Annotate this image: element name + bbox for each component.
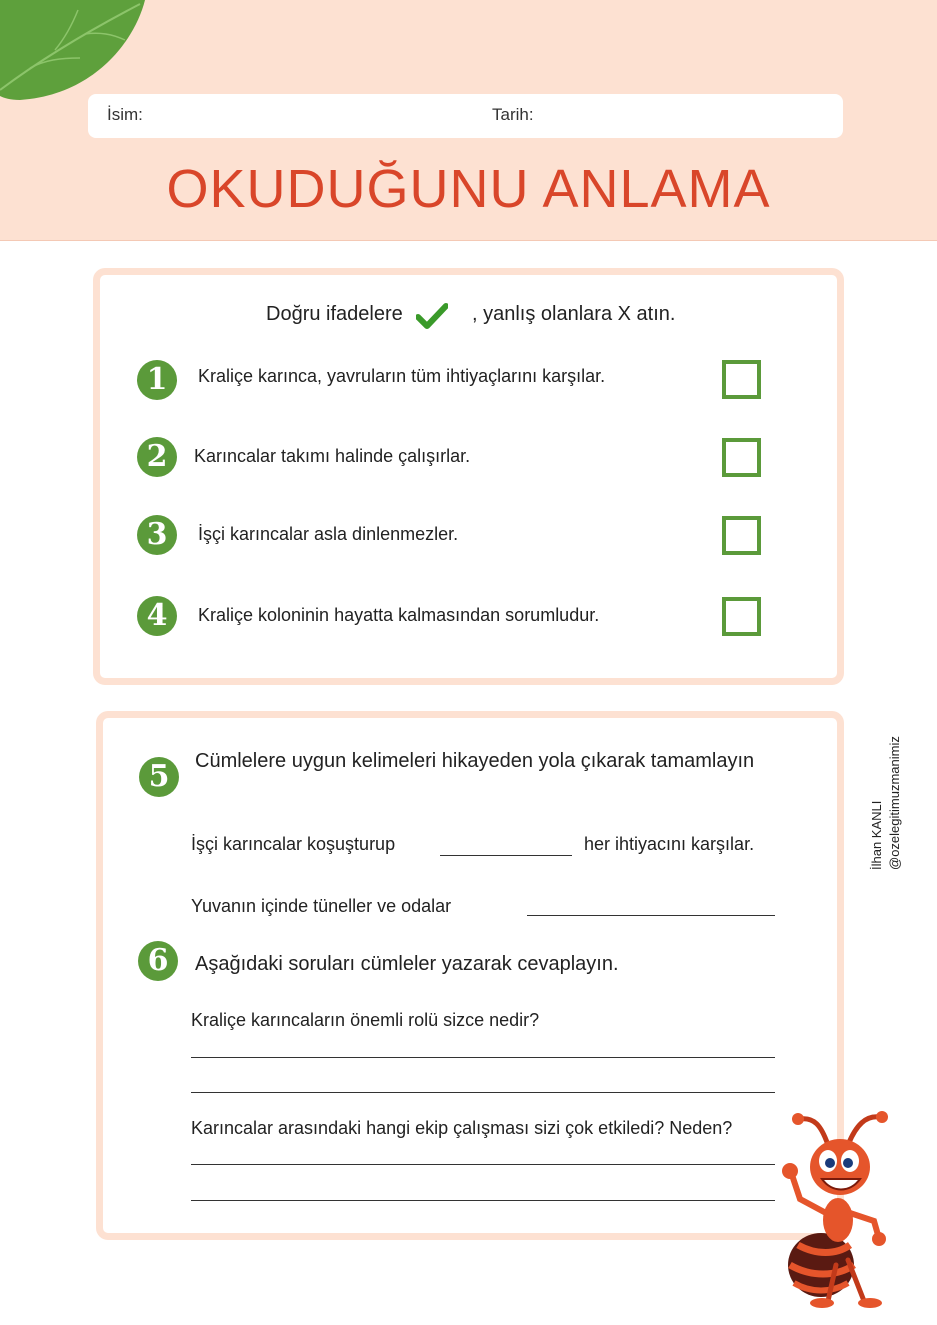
item-4-checkbox[interactable]: [722, 597, 761, 636]
item-2-statement: Karıncalar takımı halinde çalışırlar.: [194, 446, 471, 466]
item-1-statement: Kraliçe karınca, yavruların tüm ihtiyaçlarını karşılar.: [198, 366, 606, 386]
section1-instruction-end: , yanlış olanlara X atın.: [472, 303, 676, 325]
name-label: İsim:: [107, 105, 143, 124]
date-label: Tarih:: [492, 105, 534, 124]
q6-instruction: Aşağıdaki soruları cümleler yazarak cevaplayın.: [195, 953, 619, 975]
fill1-after: her ihtiyacını karşılar.: [584, 834, 755, 854]
name-date-bar: [88, 94, 843, 138]
item-2-checkbox[interactable]: [722, 438, 761, 477]
side-credit: [868, 720, 904, 870]
question-1-answer-line-1[interactable]: [191, 1057, 775, 1058]
question-1: Kraliçe karıncaların önemli rolü sizce nedir?: [191, 1010, 540, 1030]
fill1-before: İşçi karıncalar koşuşturup: [191, 834, 396, 854]
question-2-answer-line-2[interactable]: [191, 1200, 775, 1201]
item-5-number: 5: [139, 757, 179, 797]
question-2-answer-line-1[interactable]: [191, 1164, 775, 1165]
checkmark-icon: [416, 303, 448, 329]
ant-illustration: [776, 1105, 906, 1310]
item-6-number: 6: [138, 941, 178, 981]
page-title: OKUDUĞUNU ANLAMA: [166, 159, 771, 219]
item-3-checkbox[interactable]: [722, 516, 761, 555]
fill1-answer-line[interactable]: [440, 855, 572, 856]
q5-instruction: Cümlelere uygun kelimeleri hikayeden yola çıkarak tamamlayın: [195, 750, 755, 772]
item-1-number: 1: [137, 360, 177, 400]
item-4-number: 4: [137, 596, 177, 636]
author-handle: @ozelegitimuzmanimiz: [887, 736, 902, 870]
item-2-number: 2: [137, 437, 177, 477]
question-2: Karıncalar arasındaki hangi ekip çalışması sizi çok etkiledi? Neden?: [191, 1118, 733, 1138]
item-1-checkbox[interactable]: [722, 360, 761, 399]
fill2-answer-line[interactable]: [527, 915, 775, 916]
item-3-number: 3: [137, 515, 177, 555]
header-band: [0, 0, 937, 241]
question-1-answer-line-2[interactable]: [191, 1092, 775, 1093]
item-3-statement: İşçi karıncalar asla dinlenmezler.: [198, 524, 459, 544]
author-name: İlhan KANLI: [869, 800, 884, 870]
fill2-before: Yuvanın içinde tüneller ve odalar: [191, 896, 452, 916]
item-4-statement: Kraliçe koloninin hayatta kalmasından sorumludur.: [198, 605, 600, 625]
leaf-icon: [0, 0, 150, 105]
section1-instruction-start: Doğru ifadelere: [266, 303, 403, 325]
